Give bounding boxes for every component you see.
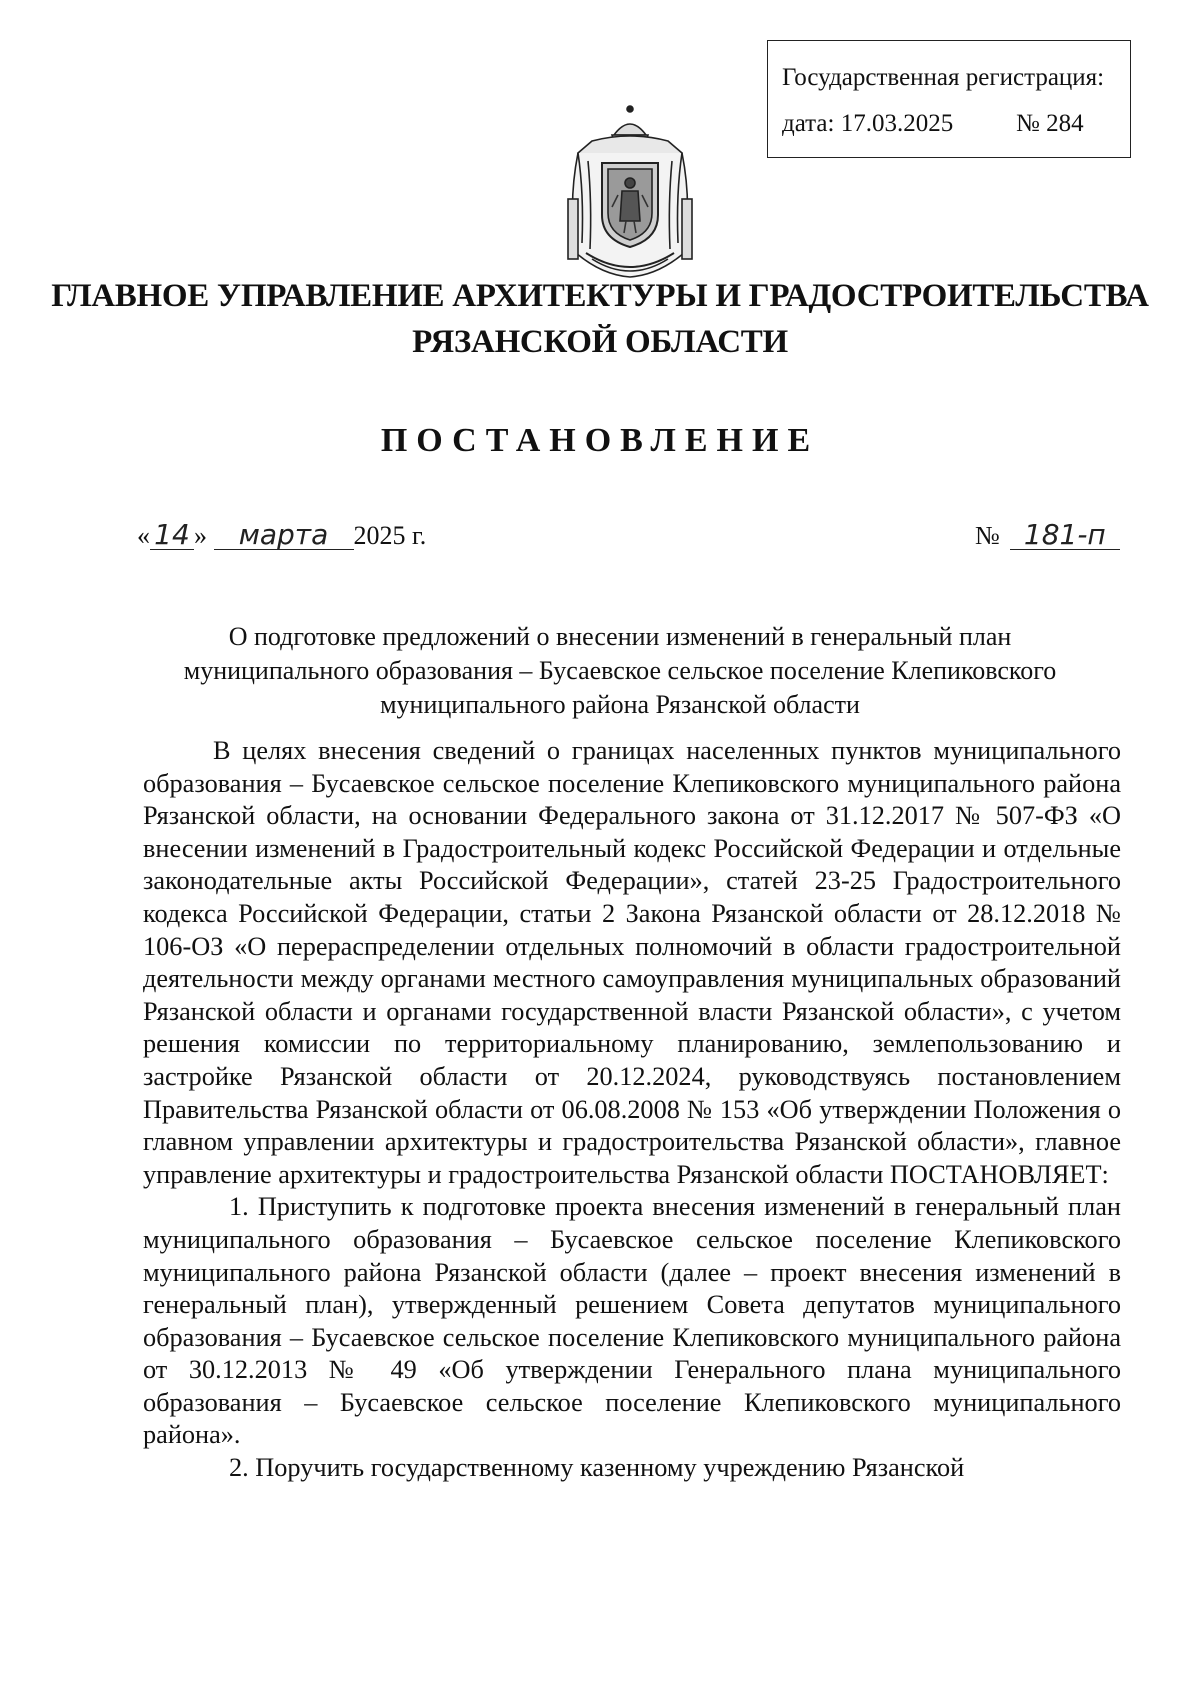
clause-2: 2. Поручить государственному казенному учреждению Рязанской — [229, 1453, 965, 1483]
registration-date: дата: 17.03.2025 — [782, 110, 954, 137]
registration-title: Государственная регистрация: — [782, 64, 1105, 91]
quote-close: » — [194, 521, 207, 550]
clause-1: 1. Приступить к подготовке проекта внесения изменений в генеральный план муниципального образования – Бусаевское сельское поселение Клепиковского муниципального района Рязанской области (далее – проект внесения изменений в генеральный план), утвержденный решением Совета депутатов муниципального образования – Бусаевское сельское поселение Клепиковского муниципального района от 30.12.2013 № 49 «Об утверждении Генерального плана муниципального образования – Бусаевское сельское поселение Клепиковского муниципального района». — [143, 1192, 1121, 1450]
handwritten-number: 181-п — [1010, 520, 1120, 550]
subject-line-3: муниципального района Рязанской области — [380, 690, 860, 719]
handwritten-day: 14 — [150, 520, 194, 550]
subject-line-1: О подготовке предложений о внесении изменений в генеральный план — [228, 622, 1012, 651]
authority-line-1: ГЛАВНОЕ УПРАВЛЕНИЕ АРХИТЕКТУРЫ И ГРАДОСТРОИТЕЛЬСТВА — [51, 278, 1149, 314]
preamble-paragraph: В целях внесения сведений о границах населенных пунктов муниципального образования – Бусаевское сельское поселение Клепиковского муниципального района Рязанской области, на основании Федерального закона от 31.12.2017 № 507-ФЗ «О внесении изменений в Градостроительный кодекс Российской Федерации и отдельные законодательные акты Российской Федерации», статей 23-25 Градостроительного кодекса Российской Федерации, статьи 2 Закона Рязанской области от 28.12.2018 № 106-ОЗ «О перераспределении отдельных полномочий в области градостроительной деятельности между органами местного самоуправления муниципальных образований Рязанской области и органами государственной власти Рязанской области», с учетом решения комиссии по территориальному планированию, землепользованию и застройке Рязанской области от 20.12.2024, руководствуясь постановлением Правительства Рязанской области от 06.08.2008 № 153 «Об утверждении Положения о главном управлении архитектуры и градостроительства Рязанской области», главное управление архитектуры и градостроительства Рязанской области ПОСТАНОВЛЯЕТ: — [143, 736, 1121, 1189]
document-subject — [150, 620, 1090, 722]
coat-of-arms-icon — [562, 103, 698, 279]
registration-number: № 284 — [1016, 110, 1084, 137]
document-year: 2025 г. — [353, 521, 427, 550]
subject-line-2: муниципального образования – Бусаевское сельское поселение Клепиковского — [183, 656, 1057, 685]
document-body — [143, 735, 1121, 1485]
document-type: ПОСТАНОВЛЕНИЕ — [380, 422, 820, 459]
issuing-authority — [0, 273, 1200, 365]
quote-open: « — [137, 521, 150, 550]
authority-line-2: РЯЗАНСКОЙ ОБЛАСТИ — [412, 324, 788, 360]
handwritten-month: марта — [214, 520, 354, 550]
registration-stamp — [767, 40, 1131, 158]
document-number — [975, 520, 1120, 551]
number-sign: № — [975, 521, 1000, 550]
document-date — [137, 520, 426, 551]
